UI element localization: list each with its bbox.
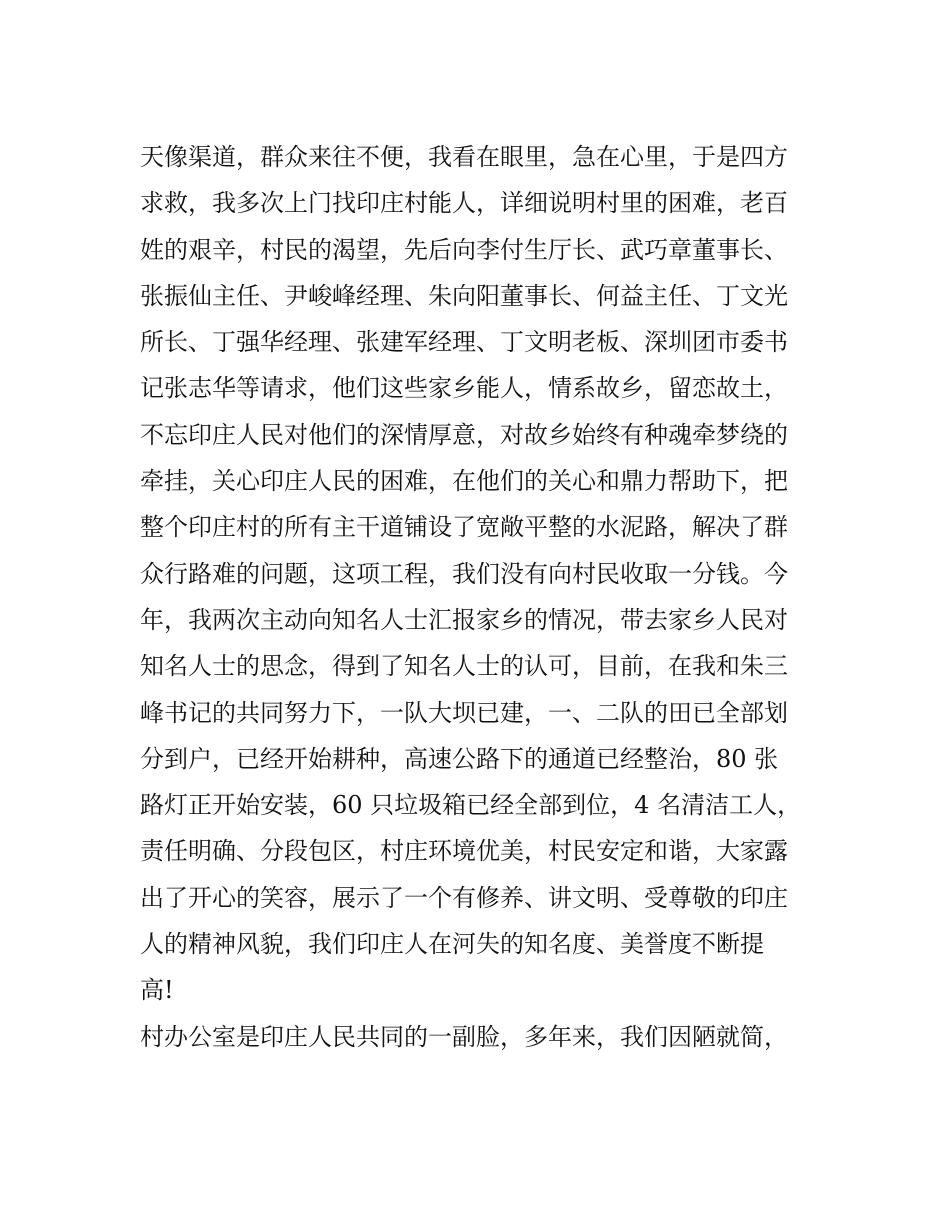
text-line: 路灯正开始安装，60 只垃圾箱已经全部到位，4 名清洁工人，: [140, 791, 802, 820]
text-line: 分到户，已经开始耕种，高速公路下的通道已经整治，80 张: [140, 744, 779, 773]
text-line: 求救，我多次上门找印庄村能人，详细说明村里的困难，老百: [140, 189, 788, 218]
text-line: 出了开心的笑容，展示了一个有修养、讲文明、受尊敬的印庄: [140, 883, 788, 912]
text-line: 人的精神风貌，我们印庄人在河失的知名度、美誉度不断提: [140, 930, 764, 959]
text-line: 牵挂，关心印庄人民的困难，在他们的关心和鼎力帮助下，把: [140, 467, 788, 496]
text-line: 张振仙主任、尹峻峰经理、朱向阳董事长、何益主任、丁文光: [140, 281, 788, 310]
text-line: 峰书记的共同努力下，一队大坝已建，一、二队的田已全部划: [140, 698, 788, 727]
text-line: 整个印庄村的所有主干道铺设了宽敞平整的水泥路，解决了群: [140, 513, 788, 542]
text-line: 年，我两次主动向知名人士汇报家乡的情况，带去家乡人民对: [140, 605, 788, 634]
text-line: 高!: [140, 976, 174, 1005]
text-line: 不忘印庄人民对他们的深情厚意，对故乡始终有种魂牵梦绕的: [140, 420, 788, 449]
text-line: 众行路难的问题，这项工程，我们没有向村民收取一分钱。今: [140, 559, 788, 588]
text-line: 所长、丁强华经理、张建军经理、丁文明老板、深圳团市委书: [140, 328, 788, 357]
text-line: 村办公室是印庄人民共同的一副脸，多年来，我们因陋就简，: [140, 1022, 788, 1051]
text-line: 知名人士的思念，得到了知名人士的认可，目前，在我和朱三: [140, 652, 788, 681]
text-line: 记张志华等请求，他们这些家乡能人，情系故乡，留恋故土，: [140, 374, 788, 403]
text-line: 姓的艰辛，村民的渴望，先后向李付生厅长、武巧章董事长、: [140, 235, 788, 264]
body-text: [140, 134, 840, 1060]
text-line: 责任明确、分段包区，村庄环境优美，村民安定和谐，大家露: [140, 837, 788, 866]
text-line: 天像渠道，群众来往不便，我看在眼里，急在心里，于是四方: [140, 143, 788, 171]
